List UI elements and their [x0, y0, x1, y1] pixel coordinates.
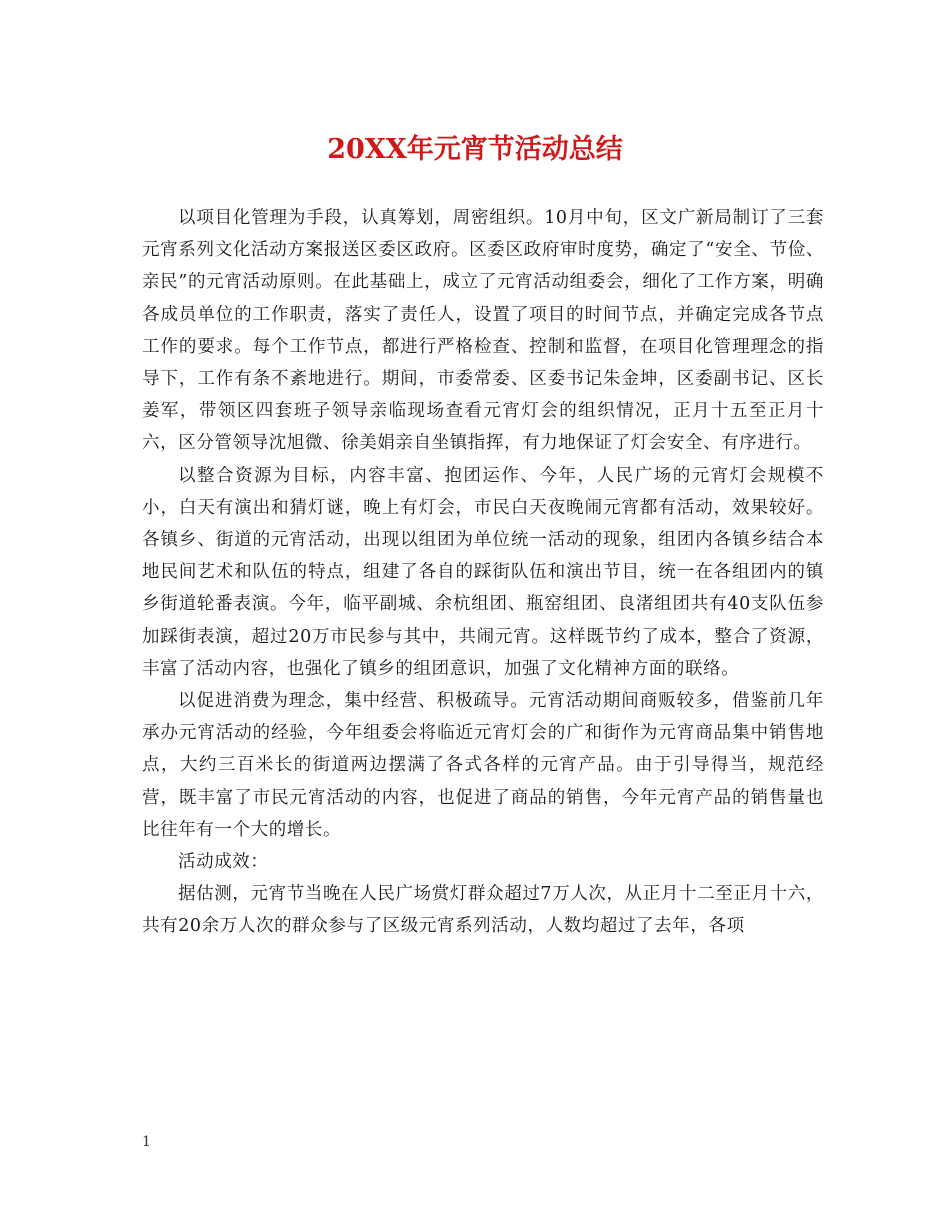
paragraph-resource-integration: 以整合资源为目标，内容丰富、抱团运作、今年，人民广场的元宵灯会规模不小，白天有演出和猜灯谜，晚上有灯会，市民白天夜晚闹元宵都有活动，效果较好。各镇乡、街道的元宵活动，出现以组团为单位统一活动的现象，组团内各镇乡结合本地民间艺术和队伍的特点，组建了各自的踩街队伍和演出节目，统一在各组团内的镇乡街道轮番表演。今年，临平副城、余杭组团、瓶窑组团、良渚组团共有40支队伍参加踩街表演，超过20万市民参与其中，共闹元宵。这样既节约了成本，整合了资源，丰富了活动内容，也强化了镇乡的组团意识，加强了文化精神方面的联络。 — [142, 465, 824, 679]
paragraph-results-estimate: 据估测，元宵节当晚在人民广场赏灯群众超过7万人次，从正月十二至正月十六，共有20余万人次的群众参与了区级元宵系列活动，人数均超过了去年，各项 — [142, 884, 824, 937]
page-number: 1 — [142, 1134, 151, 1150]
document-body — [142, 202, 824, 943]
document-title: 20XX年元宵节活动总结 — [327, 134, 623, 165]
paragraph-project-management: 以项目化管理为手段，认真筹划，周密组织。10月中旬，区文广新局制订了三套元宵系列文化活动方案报送区委区政府。区委区政府审时度势，确定了“安全、节俭、亲民”的元宵活动原则。在此基础上，成立了元宵活动组委会，细化了工作方案，明确各成员单位的工作职责，落实了责任人，设置了项目的时间节点，并确定完成各节点工作的要求。每个工作节点，都进行严格检查、控制和监督，在项目化管理理念的指导下，工作有条不紊地进行。期间，市委常委、区委书记朱金坤，区委副书记、区长姜军，带领区四套班子领导亲临现场查看元宵灯会的组织情况，正月十五至正月十六，区分管领导沈旭微、徐美娟亲自坐镇指挥，有力地保证了灯会安全、有序进行。 — [142, 208, 824, 454]
paragraph-consumption-promotion: 以促进消费为理念，集中经营、积极疏导。元宵活动期间商贩较多，借鉴前几年承办元宵活动的经验，今年组委会将临近元宵灯会的广和街作为元宵商品集中销售地点，大约三百米长的街道两边摆满了各式各样的元宵产品。由于引导得当，规范经营，既丰富了市民元宵活动的内容，也促进了商品的销售，今年元宵产品的销售量也比往年有一个大的增长。 — [142, 691, 824, 840]
paragraph-results-heading: 活动成效： — [178, 852, 269, 873]
